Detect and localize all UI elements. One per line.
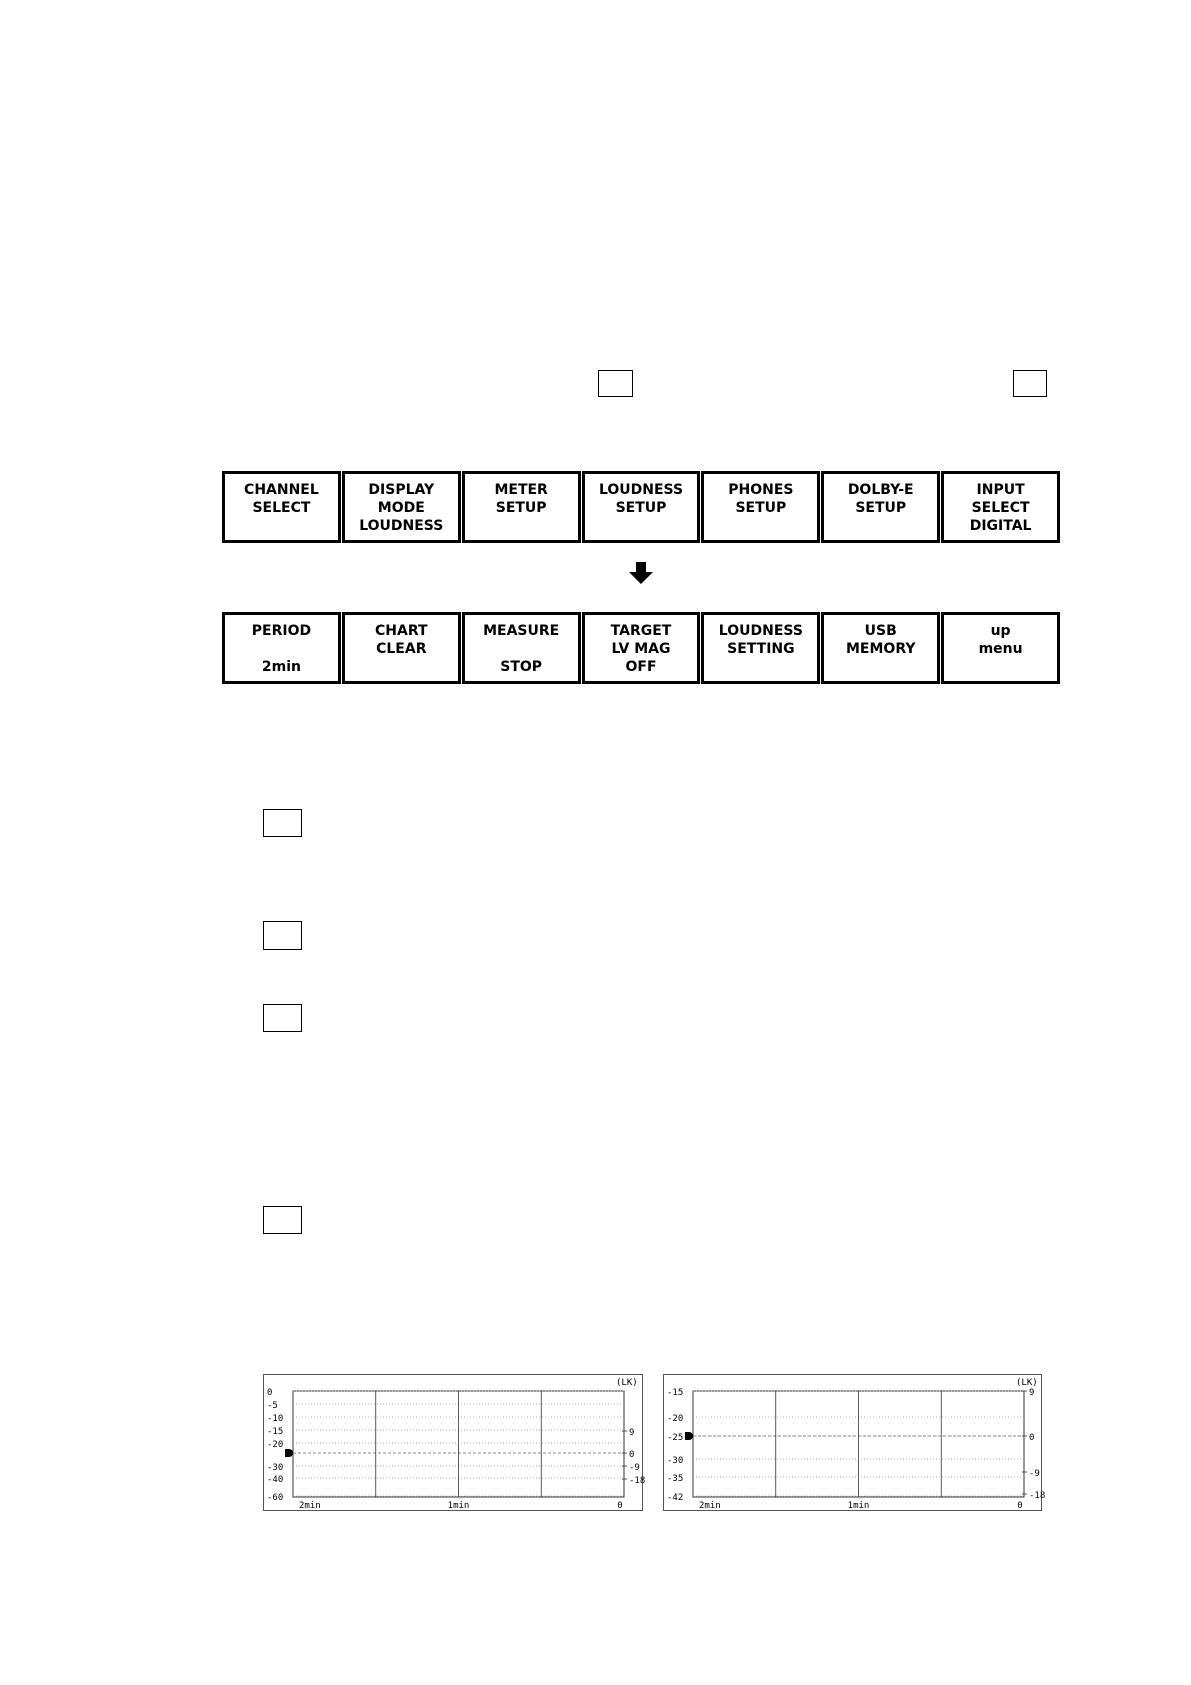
loudness-marker xyxy=(685,1432,693,1440)
y-right-tick-label: 0 xyxy=(1029,1433,1035,1443)
input-select-button[interactable]: INPUT SELECT DIGITAL xyxy=(941,471,1060,543)
x-tick-label: 0 xyxy=(617,1501,623,1511)
y-left-tick-label: -30 xyxy=(267,1463,284,1473)
y-right-tick-label: -9 xyxy=(1029,1469,1040,1479)
y-left-tick-label: -40 xyxy=(267,1475,284,1485)
y-left-tick-label: -15 xyxy=(267,1427,284,1437)
function-menu-top xyxy=(222,471,1060,543)
x-tick-label: 0 xyxy=(1017,1501,1023,1511)
meter-setup-button[interactable]: METER SETUP xyxy=(462,471,581,543)
chart-clear-button[interactable]: CHART CLEAR xyxy=(342,612,461,684)
period-button[interactable]: PERIOD 2min xyxy=(222,612,341,684)
function-menu-bottom xyxy=(222,612,1060,684)
y-left-tick-label: -35 xyxy=(667,1474,684,1484)
loudness-chart-2 xyxy=(663,1374,1046,1511)
y-right-tick-label: -18 xyxy=(1029,1491,1046,1501)
y-right-tick-label: -18 xyxy=(629,1476,646,1486)
loudness-setup-button[interactable]: LOUDNESS SETUP xyxy=(582,471,701,543)
y-left-tick-label: -5 xyxy=(267,1401,278,1411)
key-box-1 xyxy=(598,370,633,397)
x-tick-label: 1min xyxy=(447,1501,470,1511)
up-menu-button[interactable]: up menu xyxy=(941,612,1060,684)
y-left-tick-label: -30 xyxy=(667,1456,684,1466)
y-left-tick-label: -10 xyxy=(267,1414,284,1424)
loudness-chart-1-plot xyxy=(264,1375,644,1512)
x-tick-label: 1min xyxy=(847,1501,870,1511)
key-box-3 xyxy=(263,809,302,837)
y-right-tick-label: 0 xyxy=(629,1450,635,1460)
key-box-4 xyxy=(263,921,302,950)
loudness-chart-1 xyxy=(263,1374,646,1511)
phones-setup-button[interactable]: PHONES SETUP xyxy=(701,471,820,543)
display-mode-button[interactable]: DISPLAY MODE LOUDNESS xyxy=(342,471,461,543)
loudness-setting-button[interactable]: LOUDNESS SETTING xyxy=(701,612,820,684)
y-left-tick-label: -20 xyxy=(667,1414,684,1424)
unit-label: (LK) xyxy=(1016,1378,1038,1388)
measure-button[interactable]: MEASURE STOP xyxy=(462,612,581,684)
unit-label: (LK) xyxy=(616,1378,638,1388)
y-left-tick-label: -42 xyxy=(667,1493,684,1503)
dolby-e-setup-button[interactable]: DOLBY-E SETUP xyxy=(821,471,940,543)
y-left-tick-label: -25 xyxy=(667,1433,684,1443)
target-lv-mag-button[interactable]: TARGET LV MAG OFF xyxy=(582,612,701,684)
y-right-tick-label: 9 xyxy=(1029,1388,1035,1398)
y-left-tick-label: -60 xyxy=(267,1493,284,1503)
loudness-chart-2-plot xyxy=(664,1375,1046,1512)
channel-select-button[interactable]: CHANNEL SELECT xyxy=(222,471,341,543)
y-left-tick-label: 0 xyxy=(267,1388,273,1398)
usb-memory-button[interactable]: USB MEMORY xyxy=(821,612,940,684)
down-arrow-icon xyxy=(629,562,653,584)
key-box-2 xyxy=(1013,370,1047,397)
key-box-6 xyxy=(263,1206,302,1234)
y-left-tick-label: -15 xyxy=(667,1388,684,1398)
x-tick-label: 2min xyxy=(299,1501,321,1511)
key-box-5 xyxy=(263,1004,302,1032)
y-left-tick-label: -20 xyxy=(267,1440,284,1450)
y-right-tick-label: -9 xyxy=(629,1463,640,1473)
loudness-marker xyxy=(285,1449,293,1457)
x-tick-label: 2min xyxy=(699,1501,721,1511)
y-right-tick-label: 9 xyxy=(629,1428,635,1438)
